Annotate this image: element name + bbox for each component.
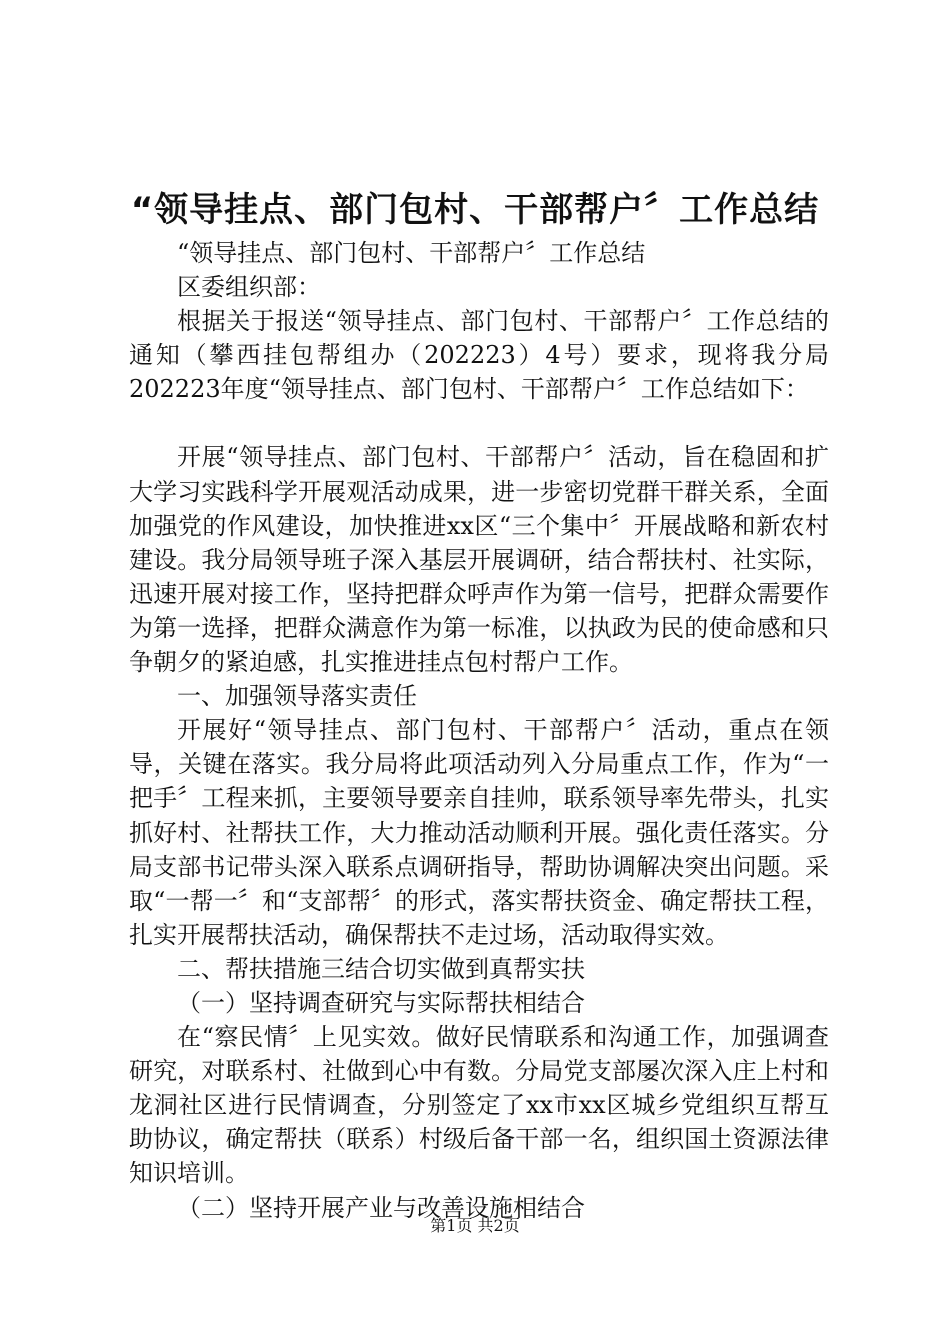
document-title: “领导挂点、部门包村、干部帮户〞工作总结 (130, 190, 820, 230)
recipient-paragraph: 区委组织部： (177, 273, 321, 302)
body-paragraph: 在“察民情〞上见实效。做好民情联系和沟通工作，加强调查研究，对联系村、社做到心中有数。分局党支部屡次深入庄上村和龙洞社区进行民情调查，分别签定了xx市xx区城乡党组织互帮互助协议，确定帮扶（联系）村级后备干部一名，组织国土资源法律知识培训。 (129, 1023, 829, 1188)
body-paragraph: 开展“领导挂点、部门包村、干部帮户〞活动，旨在稳固和扩大学习实践科学开展观活动成果，进一步密切党群干群关系，全面加强党的作风建设，加快推进xx区“三个集中〞开展战略和新农村建设。我分局领导班子深入基层开展调研，结合帮扶村、社实际，迅速开展对接工作，坚持把群众呼声作为第一信号，把群众需要作为第一选择，把群众满意作为第一标准，以执政为民的使命感和只争朝夕的紧迫感，扎实推进挂点包村帮户工作。 (129, 443, 829, 677)
page-number-footer: 第1页 共2页 (430, 1216, 520, 1235)
intro-paragraph: 根据关于报送“领导挂点、部门包村、干部帮户〞工作总结的通知（攀西挂包帮组办（202223）4号）要求，现将我分局202223年度“领导挂点、部门包村、干部帮户〞工作总结如下： (129, 307, 829, 404)
section-heading: 二、帮扶措施三结合切实做到真帮实扶 (177, 954, 585, 983)
subsection-heading: （一）坚持调查研究与实际帮扶相结合 (177, 988, 585, 1017)
section-heading: 一、加强领导落实责任 (177, 682, 417, 711)
subsection-heading: （二）坚持开展产业与改善设施相结合 (177, 1193, 585, 1222)
subtitle-paragraph: “领导挂点、部门包村、干部帮户〞工作总结 (177, 239, 646, 267)
body-paragraph: 开展好“领导挂点、部门包村、干部帮户〞活动，重点在领导，关键在落实。我分局将此项活动列入分局重点工作，作为“一把手〞工程来抓，主要领导要亲自挂帅，联系领导率先带头，扎实抓好村、社帮扶工作，大力推动活动顺利开展。强化责任落实。分局支部书记带头深入联系点调研指导，帮助协调解决突出问题。采取“一帮一〞和“支部帮〞的形式，落实帮扶资金、确定帮扶工程，扎实开展帮扶活动，确保帮扶不走过场，活动取得实效。 (129, 716, 829, 949)
document-body (129, 236, 829, 1225)
